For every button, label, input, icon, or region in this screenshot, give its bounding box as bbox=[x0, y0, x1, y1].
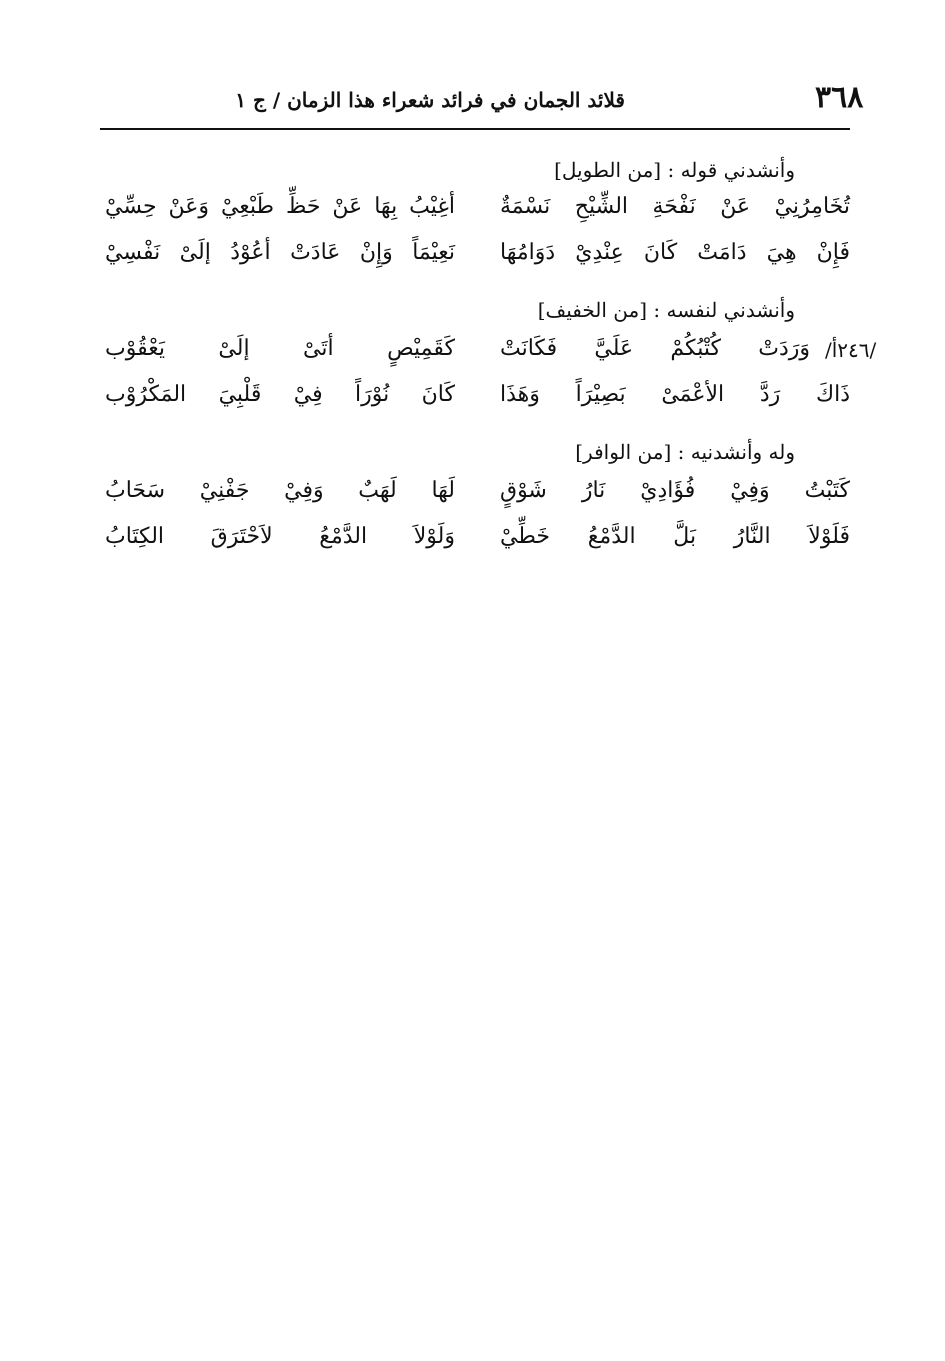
verse bbox=[0, 478, 945, 518]
verse-second-hemistich: وَلَوْلاَ الدَّمْعُ لاَحْتَرَقَ الكِتَابُ bbox=[105, 524, 455, 549]
verse-first-hemistich: وَرَدَتْ كُتْبُكُمْ عَلَيَّ فَكَانَتْ bbox=[500, 336, 810, 361]
running-title: قلائد الجمان في فرائد شعراء هذا الزمان / ج ١ bbox=[235, 88, 625, 112]
verse-first-hemistich: كَتَبْتُ وَفِيْ فُؤَادِيْ نَارُ شَوْقٍ bbox=[500, 478, 850, 503]
poem-intro: وأنشدني لنفسه : [من الخفيف] bbox=[537, 298, 795, 322]
verse bbox=[0, 194, 945, 234]
verse-second-hemistich: نَعِيْمَاً وَإِنْ عَادَتْ أعُوْدُ إلَىْ نَفْسِيْ bbox=[105, 240, 455, 265]
poem-intro: وأنشدني قوله : [من الطويل] bbox=[554, 158, 795, 182]
verse bbox=[0, 336, 945, 376]
verse bbox=[0, 524, 945, 564]
verse-second-hemistich: كَانَ نُوْرَاً فِيْ قَلْبِيَ المَكْرُوْب bbox=[105, 382, 455, 407]
verse-second-hemistich: لَهَا لَهَبٌ وَفِيْ جَفْنِيْ سَحَابُ bbox=[105, 478, 455, 503]
header-rule bbox=[100, 128, 850, 130]
verse-first-hemistich: فَلَوْلاَ النَّارُ بَلَّ الدَّمْعُ خَطِّيْ bbox=[500, 524, 850, 549]
verse-first-hemistich: تُخَامِرُنِيْ عَنْ نَفْحَةِ الشِّيْحِ نَسْمَةٌ bbox=[500, 194, 850, 219]
verse bbox=[0, 240, 945, 280]
verse-first-hemistich: ذَاكَ رَدَّ الأعْمَىْ بَصِيْرَاً وَهَذَا bbox=[500, 382, 850, 407]
poem-intro: وله وأنشدنيه : [من الوافر] bbox=[575, 440, 795, 464]
manuscript-folio-marker: /٢٤٦أ/ bbox=[825, 338, 877, 362]
verse-second-hemistich: أغِيْبُ بِهَا عَنْ حَظِّ طَبْعِيْ وَعَنْ حِسِّيْ bbox=[105, 194, 455, 219]
page-number: ٣٦٨ bbox=[815, 80, 864, 115]
verse-second-hemistich: كَقَمِيْصٍ أتَىْ إلَىْ يَعْقُوْب bbox=[105, 336, 455, 361]
verse bbox=[0, 382, 945, 422]
verse-first-hemistich: فَإِنْ هِيَ دَامَتْ كَانَ عِنْدِيْ دَوَامُهَا bbox=[500, 240, 850, 265]
